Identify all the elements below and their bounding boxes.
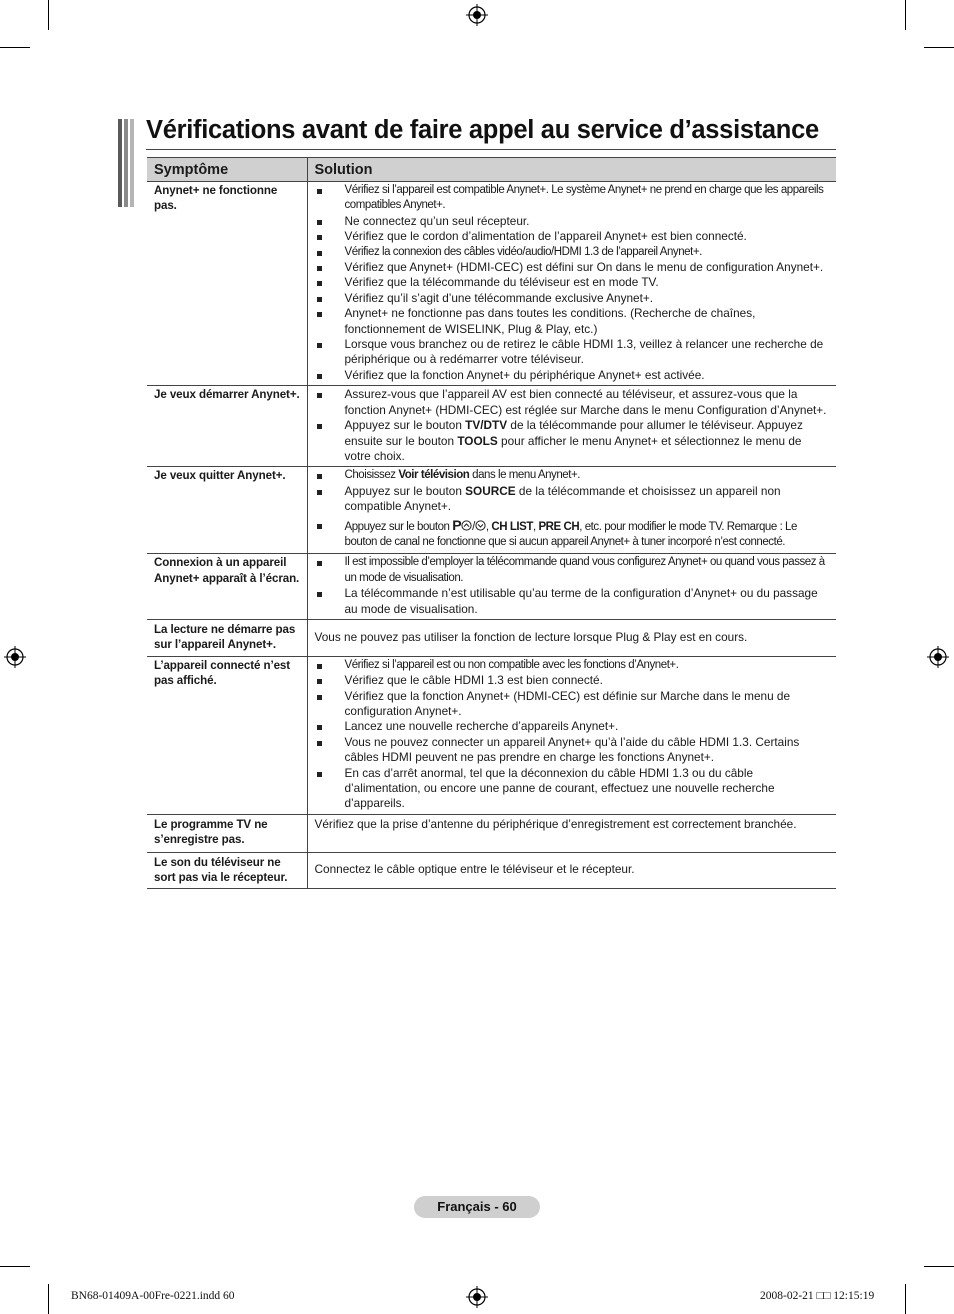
button-name: PRE CH xyxy=(538,520,580,533)
table-header-row xyxy=(147,158,836,182)
registration-mark-icon xyxy=(927,646,949,668)
crop-mark xyxy=(48,1284,49,1314)
button-name: SOURCE xyxy=(465,483,516,498)
crop-mark xyxy=(0,1266,30,1267)
channel-p-icon: P xyxy=(452,516,462,533)
text-run: pour afficher le menu Anynet+ et sélectionnez le menu de votre choix. xyxy=(344,433,802,463)
symptom-cell: Anynet+ ne fonctionne pas. xyxy=(147,182,307,386)
list-item: Vérifiez si l’appareil est ou non compatible avec les fonctions d’Anynet+. xyxy=(315,658,831,673)
text-run: , xyxy=(485,520,492,533)
symptom-cell: La lecture ne démarre pas sur l’appareil Anynet+. xyxy=(147,619,307,656)
list-item: Vérifiez la connexion des câbles vidéo/audio/HDMI 1.3 de l’appareil Anynet+. xyxy=(315,245,831,260)
crop-mark xyxy=(924,47,954,48)
table-row xyxy=(147,814,836,852)
table-row xyxy=(147,852,836,889)
list-item: Vérifiez que le cordon d’alimentation de l’appareil Anynet+ est bien connecté. xyxy=(315,229,831,244)
list-item: Assurez-vous que l’appareil AV est bien connecté au téléviseur, et assurez-vous que la fonction Anynet+ (HDMI-CEC) est réglée sur Marche dans le menu Configuration d’Anynet+. xyxy=(315,387,831,418)
solution-cell xyxy=(307,554,836,620)
list-item: Vérifiez que la fonction Anynet+ (HDMI-CEC) est définie sur Marche dans le menu de configuration Anynet+. xyxy=(315,689,831,720)
list-item xyxy=(315,484,831,515)
solution-cell xyxy=(307,467,836,554)
registration-mark-icon xyxy=(466,4,488,26)
list-item: Anynet+ ne fonctionne pas dans toutes les conditions. (Recherche de chaînes, fonctionnement de WISELINK, Plug & Play, etc.) xyxy=(315,306,831,337)
table-row xyxy=(147,386,836,467)
list-item: Ne connectez qu’un seul récepteur. xyxy=(315,214,831,229)
list-item xyxy=(315,418,831,464)
solution-list xyxy=(315,658,831,812)
solution-cell xyxy=(307,814,836,852)
list-item xyxy=(315,518,831,551)
text-run: dans le menu Anynet+. xyxy=(469,469,580,482)
table-row xyxy=(147,554,836,620)
list-item: Il est impossible d’employer la télécommande quand vous configurez Anynet+ ou quand vous passez à un mode de visualisation. xyxy=(315,555,831,586)
list-item xyxy=(315,468,831,483)
list-item: Vous ne pouvez connecter un appareil Anynet+ qu’à l’aide du câble HDMI 1.3. Certains câbles HDMI peuvent ne pas prendre en charge les fonctions Anynet+. xyxy=(315,735,831,766)
solution-list xyxy=(315,468,831,550)
solution-text: Connectez le câble optique entre le téléviseur et le récepteur. xyxy=(314,862,635,877)
symptom-cell: Je veux démarrer Anynet+. xyxy=(147,386,307,467)
print-slug-filename: BN68-01409A-00Fre-0221.indd 60 xyxy=(71,1290,235,1302)
page-number-badge: Français - 60 xyxy=(414,1196,540,1218)
solution-text: Vérifiez que la prise d’antenne du périphérique d’enregistrement est correctement branchée. xyxy=(314,816,797,831)
button-name: TV/DTV xyxy=(465,418,508,433)
list-item: Vérifiez que Anynet+ (HDMI-CEC) est défini sur On dans le menu de configuration Anynet+. xyxy=(315,260,831,275)
header-symptom: Symptôme xyxy=(147,158,307,182)
text-run: de la télécommande pour allumer le téléviseur. Appuyez ensuite sur le bouton xyxy=(344,418,803,448)
solution-cell xyxy=(307,656,836,814)
solution-cell xyxy=(307,852,836,889)
list-item: Vérifiez que la télécommande du téléviseur est en mode TV. xyxy=(315,275,831,290)
table-row xyxy=(147,656,836,814)
title-decoration-bars xyxy=(118,119,134,207)
table-row xyxy=(147,467,836,554)
crop-mark xyxy=(924,1266,954,1267)
list-item: Vérifiez que le câble HDMI 1.3 est bien connecté. xyxy=(315,673,831,688)
list-item: Vérifiez que la fonction Anynet+ du périphérique Anynet+ est activée. xyxy=(315,368,831,383)
text-run: Appuyez sur le bouton xyxy=(344,483,466,498)
text-run: Appuyez sur le bouton xyxy=(344,520,453,533)
list-item: Lorsque vous branchez ou de retirez le câble HDMI 1.3, veillez à relancer une recherche de périphérique ou à redémarrer votre téléviseur. xyxy=(315,337,831,368)
registration-mark-icon xyxy=(466,1286,488,1308)
crop-mark xyxy=(48,0,49,30)
list-item: En cas d’arrêt anormal, tel que la déconnexion du câble HDMI 1.3 ou du câble d’alimentation, ou encore une panne de courant, effectuez une nouvelle recherche d’appareils. xyxy=(315,766,831,812)
button-name: CH LIST xyxy=(491,520,533,533)
table-row xyxy=(147,619,836,656)
symptom-cell: Le programme TV ne s’enregistre pas. xyxy=(147,814,307,852)
channel-up-icon xyxy=(461,520,472,531)
print-slug-timestamp: 2008-02-21 □□ 12:15:19 xyxy=(760,1290,875,1302)
button-name: TOOLS xyxy=(457,433,498,448)
crop-mark xyxy=(0,47,30,48)
crop-mark xyxy=(905,0,906,30)
registration-mark-icon xyxy=(4,646,26,668)
text-run: / xyxy=(472,520,475,533)
list-item: Lancez une nouvelle recherche d’appareils Anynet+. xyxy=(315,719,831,734)
solution-list xyxy=(315,555,831,617)
list-item: Vérifiez qu’il s’agit d’une télécommande exclusive Anynet+. xyxy=(315,291,831,306)
solution-text: Vous ne pouvez pas utiliser la fonction de lecture lorsque Plug & Play est en cours. xyxy=(314,629,748,644)
table-row xyxy=(147,182,836,386)
header-solution: Solution xyxy=(307,158,836,182)
symptom-cell: Je veux quitter Anynet+. xyxy=(147,467,307,554)
solution-cell xyxy=(307,386,836,467)
channel-down-icon xyxy=(475,520,486,531)
symptom-cell: L’appareil connecté n’est pas affiché. xyxy=(147,656,307,814)
text-run: Appuyez sur le bouton xyxy=(344,418,466,433)
title-rule xyxy=(146,149,836,150)
crop-mark xyxy=(905,1284,906,1314)
solution-cell xyxy=(307,619,836,656)
page-title: Vérifications avant de faire appel au service d’assistance xyxy=(146,116,819,144)
symptom-cell: Connexion à un appareil Anynet+ apparaît à l’écran. xyxy=(147,554,307,620)
solution-list xyxy=(315,387,831,464)
list-item: Vérifiez si l’appareil est compatible Anynet+. Le système Anynet+ ne prend en charge que les appareils compatibles Anynet+. xyxy=(315,183,831,214)
list-item: La télécommande n’est utilisable qu’au terme de la configuration d’Anynet+ ou du passage au mode de visualisation. xyxy=(315,586,831,617)
symptom-cell: Le son du téléviseur ne sort pas via le récepteur. xyxy=(147,852,307,889)
text-run: de la télécommande et choisissez un appareil non compatible Anynet+. xyxy=(344,483,781,514)
solution-cell xyxy=(307,182,836,386)
solution-list xyxy=(315,183,831,383)
text-run: , etc. pour modifier le mode TV. Remarque : Le bouton de canal ne fonctionne que si aucun appareil Anynet+ à tuner incorporé n’est connecté. xyxy=(344,520,797,548)
troubleshooting-table xyxy=(147,157,836,889)
text-run: Choisissez xyxy=(344,469,399,482)
menu-name: Voir télévision xyxy=(398,469,470,482)
text-run: , xyxy=(532,520,539,533)
